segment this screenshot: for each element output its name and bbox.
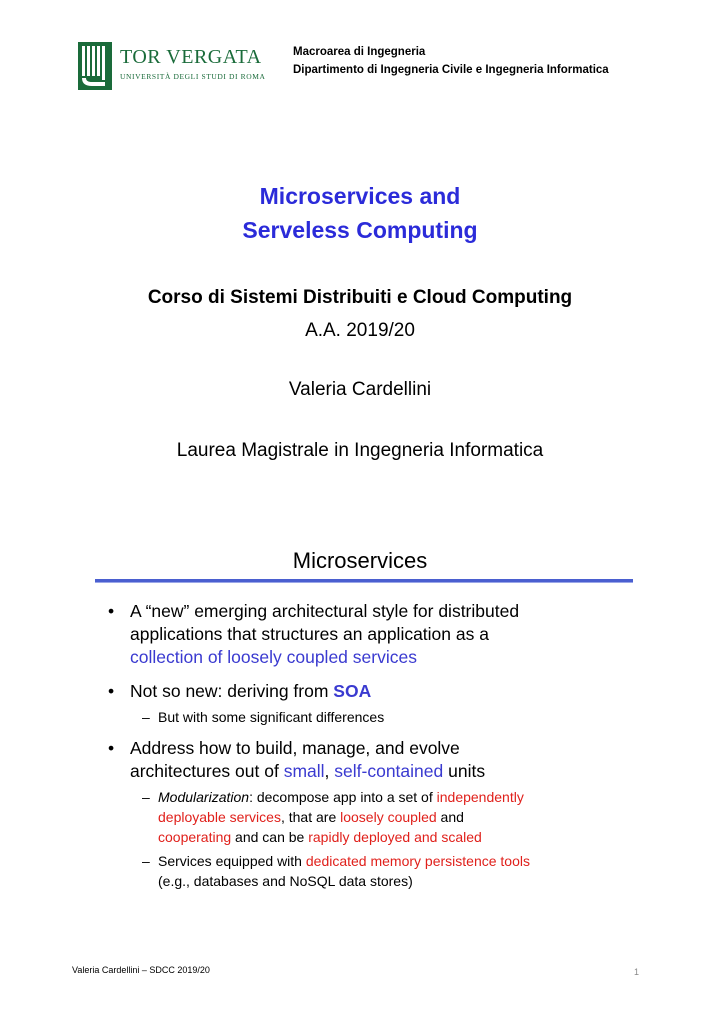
bullet-marker: • <box>108 681 115 701</box>
header-faculty: Macroarea di Ingegneria <box>293 46 426 58</box>
academic-year: A.A. 2019/20 <box>305 320 415 341</box>
section-title: Microservices <box>292 548 428 573</box>
logo-name: TOR VERGATA <box>120 46 262 68</box>
bullet-3: Address how to build, manage, and evolve architectures out of small, self-contained units <box>130 738 486 781</box>
bullet-marker: • <box>108 601 115 621</box>
course-name: Corso di Sistemi Distribuiti e Cloud Computing <box>147 287 573 308</box>
author-name: Valeria Cardellini <box>288 379 432 400</box>
logo-subtitle: UNIVERSITÀ DEGLI STUDI DI ROMA <box>120 72 266 81</box>
sub-bullet-persistence: Services equipped with dedicated memory persistence tools (e.g., databases and NoSQL data stores) <box>158 853 530 889</box>
title-line-1: Microservices and <box>259 183 461 209</box>
dash-marker: – <box>142 853 150 869</box>
bullet-1: A “new” emerging architectural style for distributed applications that structures an application as a collection of loosely coupled services <box>130 601 520 667</box>
bullet-2: Not so new: deriving from SOA <box>130 681 372 701</box>
university-logo <box>78 42 268 92</box>
degree-name: Laurea Magistrale in Ingegneria Informatica <box>176 440 544 461</box>
sub-bullet-differences: But with some significant differences <box>158 709 385 725</box>
title-line-2: Serveless Computing <box>242 217 478 243</box>
sub-bullet-modularization: Modularization: decompose app into a set of independently deployable services, that are loosely coupled and cooperating and can be rapidly deployed and scaled <box>158 789 524 845</box>
dash-marker: – <box>142 709 150 725</box>
tor-vergata-emblem-icon <box>78 42 112 90</box>
bullet-marker: • <box>108 738 115 758</box>
header-department: Dipartimento di Ingegneria Civile e Ingegneria Informatica <box>293 64 609 76</box>
footer-author-course: Valeria Cardellini – SDCC 2019/20 <box>72 965 210 975</box>
dash-marker: – <box>142 789 150 805</box>
section-divider <box>95 579 633 583</box>
page-number: 1 <box>634 967 640 977</box>
